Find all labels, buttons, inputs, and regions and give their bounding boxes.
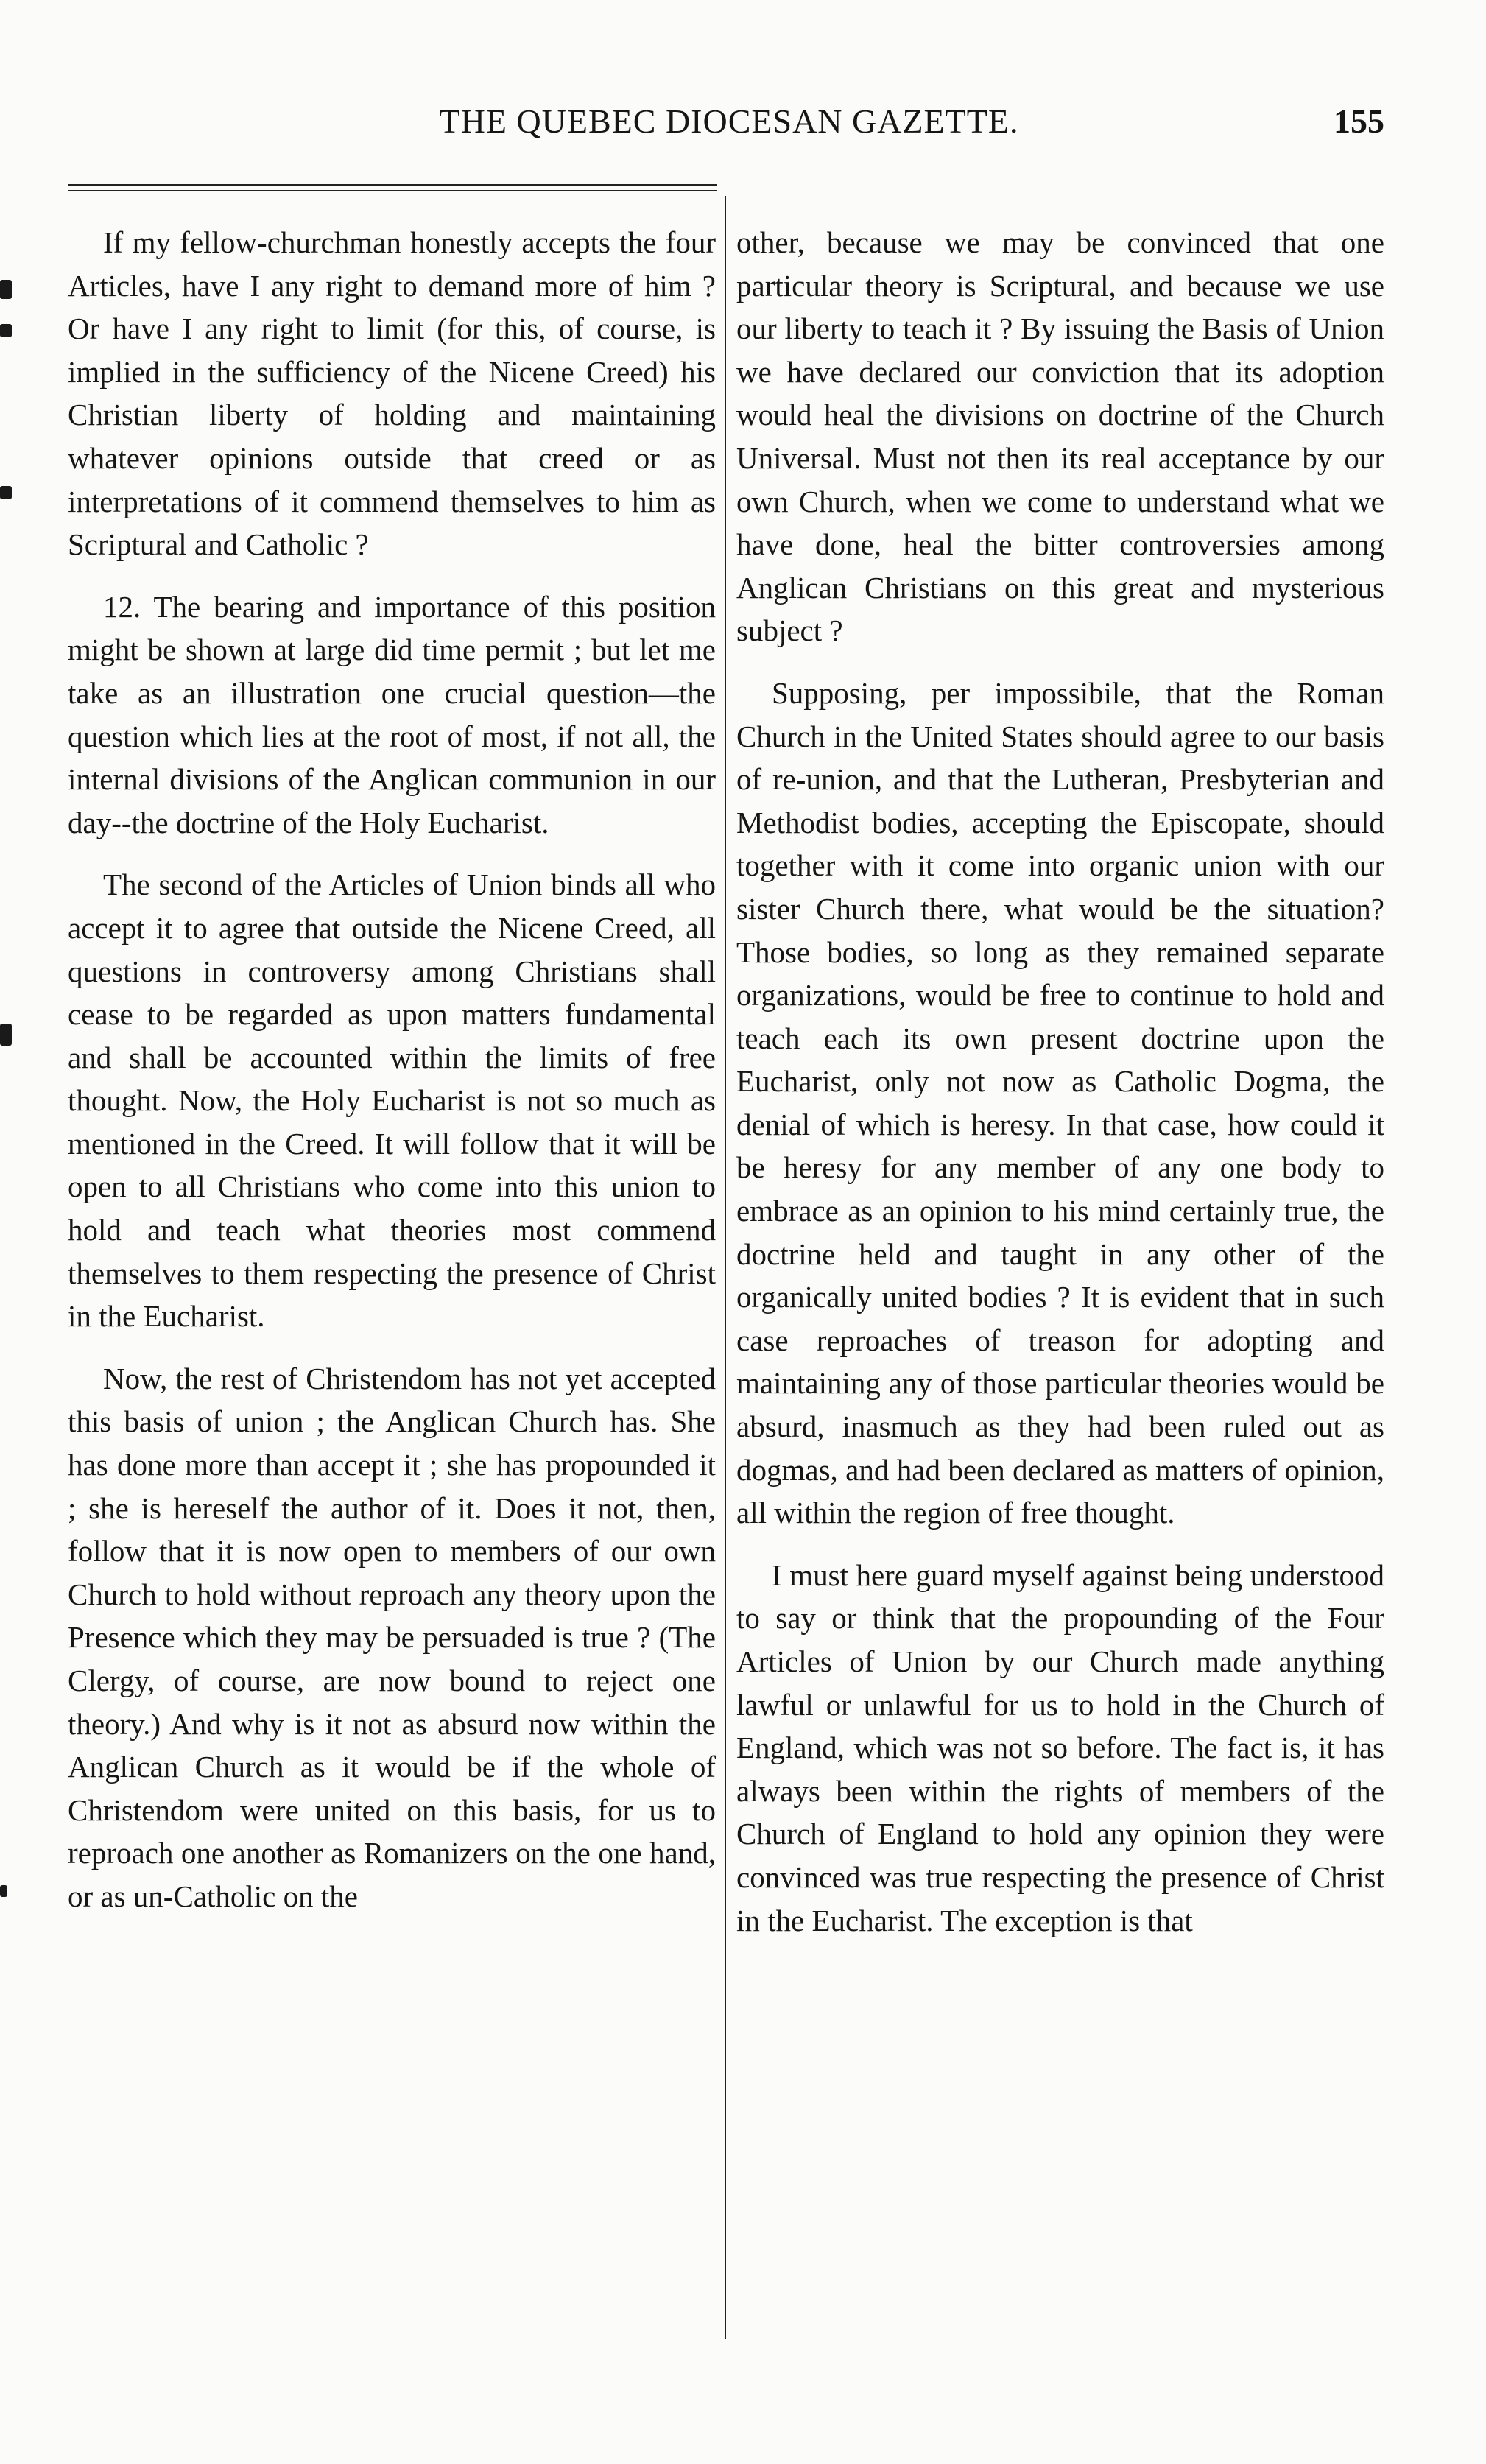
paragraph: Now, the rest of Christendom has not yet accepted this basis of union ; the Anglican Church has. She has done more than accept it ; she has propounded it ; she is hereself the author of it. Does it not, then, follow that it is now open to members of our own Church to hold without reproach any theory upon the Presence which they may be persuaded is true ? (The Clergy, of course, are now bound to reject one theory.) And why is it not as absurd now within the Anglican Church as it would be if the whole of Christendom were united on this basis, for us to reproach one another as Romanizers on the one hand, or as un-Catholic on the bbox=[68, 1361, 716, 1913]
paragraph: other, because we may be convinced that one particular theory is Scriptural, and because we use our liberty to teach it ? By issuing the Basis of Union we have declared our conviction that its adoption would heal the divisions on doctrine of the Church Universal. Must not then its real acceptance by our own Church, when we come to understand what we have done, heal the bitter controversies among Anglican Christians on this great and mysterious subject ? bbox=[736, 225, 1384, 648]
paragraph: 12. The bearing and importance of this position might be shown at large did time permit ; but let me take as an illustration one crucial question—the question which lies at the root of most, if not all, the internal divisions of the Anglican communion in our day--the doctrine of the Holy Eucharist. bbox=[68, 589, 716, 839]
page-number: 155 bbox=[1334, 102, 1384, 140]
right-column bbox=[736, 221, 1384, 1961]
scan-margin-mark bbox=[0, 486, 12, 499]
page-header bbox=[74, 102, 1384, 153]
left-column bbox=[68, 221, 716, 1937]
paragraph: If my fellow-churchman honestly accepts the four Articles, have I any right to demand more of him ? Or have I any right to limit (for this, of course, is implied in the sufficiency of the Nicene Creed) his Christian liberty of holding and maintaining whatever opinions outside that creed or as interpretations of it commend themselves to him as Scriptural and Catholic ? bbox=[68, 225, 716, 562]
scan-margin-mark bbox=[0, 1885, 7, 1897]
paragraph: I must here guard myself against being understood to say or think that the propounding of the Four Articles of Union by our Church made anything lawful or unlawful for us to hold in the Church of England, which was not so before. The fact is, it has always been within the rights of members of the Church of England to hold any opinion they were convinced was true respecting the presence of Christ in the Eucharist. The exception is that bbox=[736, 1557, 1384, 1937]
scan-margin-mark bbox=[0, 1024, 12, 1046]
column-divider bbox=[725, 196, 726, 2339]
header-rule bbox=[68, 184, 717, 191]
publication-title: THE QUEBEC DIOCESAN GAZETTE. bbox=[439, 102, 1019, 140]
paragraph: Supposing, per impossibile, that the Roman Church in the United States should agree to our basis of re-union, and that the Lutheran, Presbyterian and Methodist bodies, accepting the Episcopate, should together with it come into organic union with our sister Church there, what would be the situation? Those bodies, so long as they remained separate organizations, would be free to continue to hold and teach each its own present doctrine upon the Eucharist, only not now as Catholic Dogma, the denial of which is heresy. In that case, how could it be heresy for any member of any one body to embrace as an opinion to his mind certainly true, the doctrine held and taught in any other of the organically united bodies ? It is evident that in such case reproaches of treason for adopting and maintaining any of those particular theories would be absurd, inasmuch as they had been ruled out as dogmas, and had been declared as matters of opinion, all within the region of free thought. bbox=[736, 675, 1384, 1530]
scan-margin-mark bbox=[0, 280, 12, 299]
paragraph: The second of the Articles of Union binds all who accept it to agree that outside the Nicene Creed, all questions in controversy among Christians shall cease to be regarded as upon matters fundamental and shall be accounted within the limits of free thought. Now, the Holy Eucharist is not so much as mentioned in the Creed. It will follow that it will be open to all Christians who come into this union to hold and teach what theories most commend themselves to them respecting the presence of Christ in the Eucharist. bbox=[68, 867, 716, 1334]
scan-margin-mark bbox=[0, 324, 12, 337]
